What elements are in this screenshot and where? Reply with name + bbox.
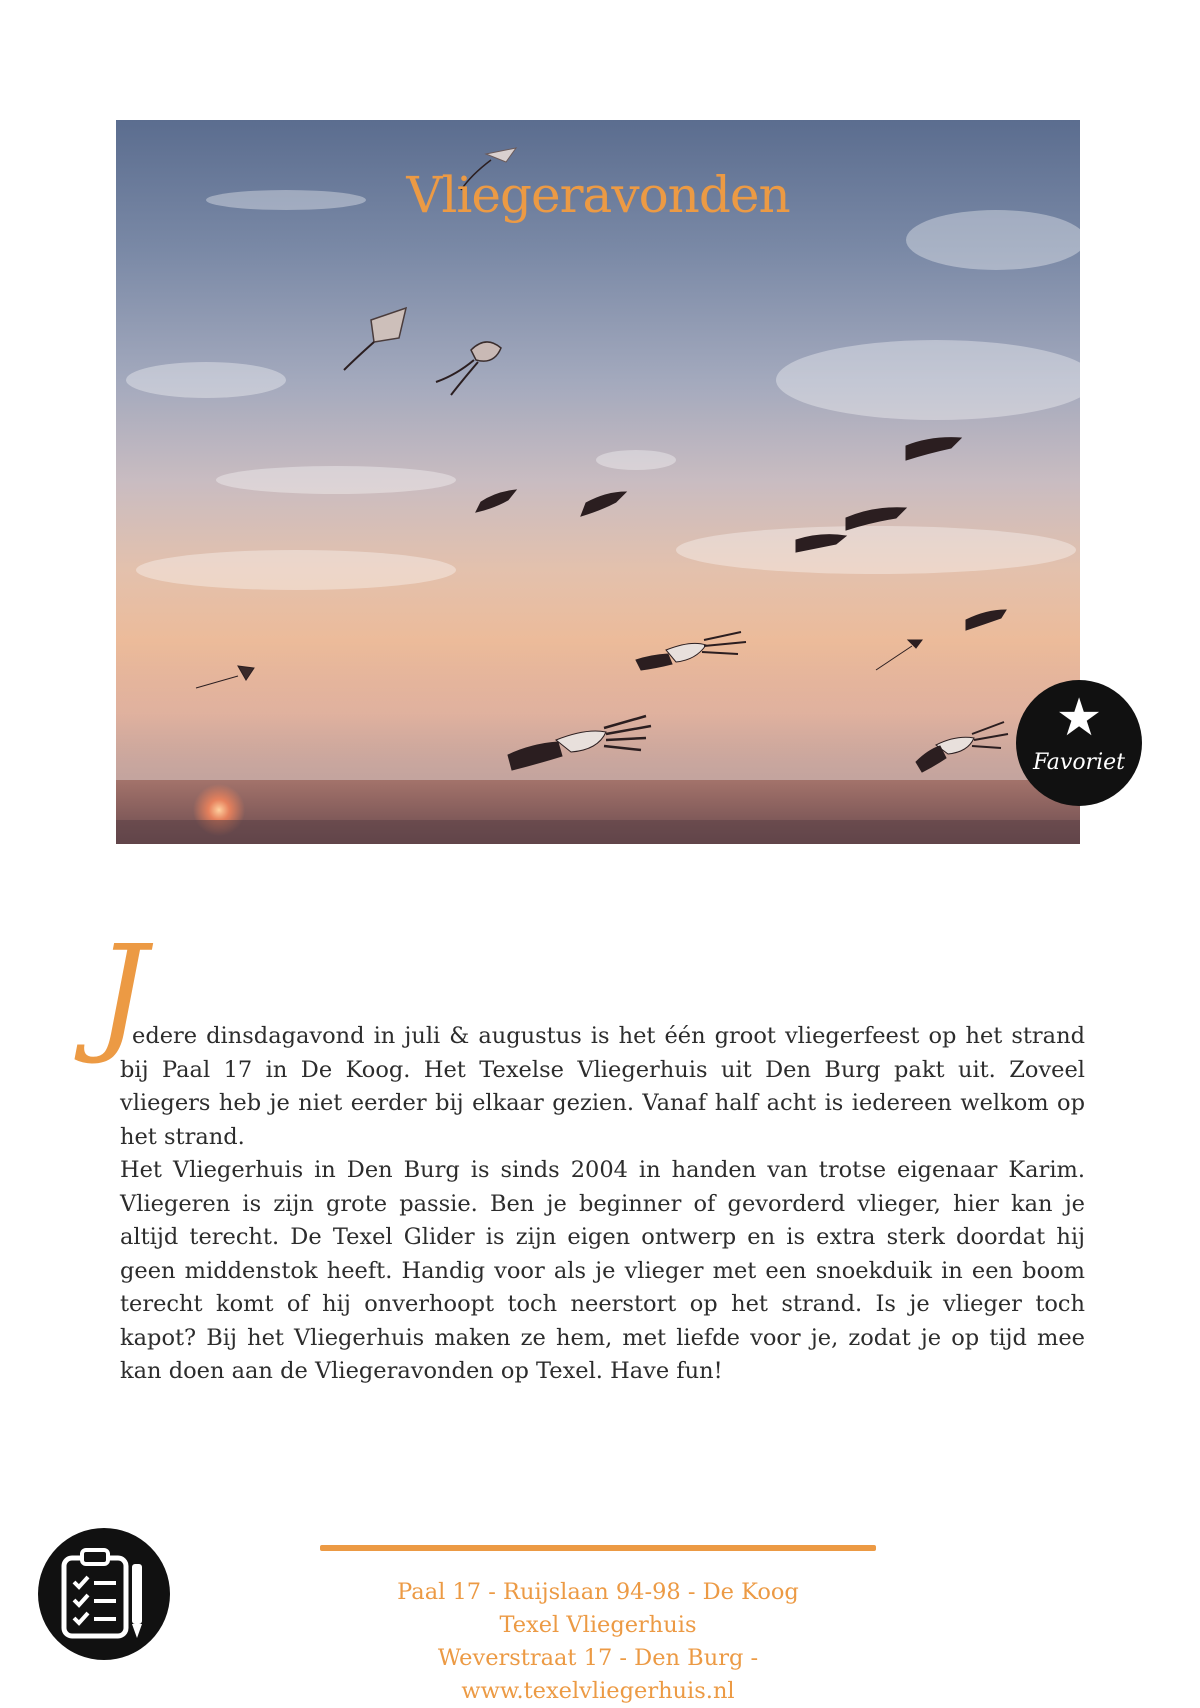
star-icon: ★ [1055,688,1103,748]
kites-sunset-illustration [116,120,1080,844]
footer-address [300,1576,896,1708]
hero-photo [116,120,1080,844]
favorite-label: Favoriet [1033,750,1125,775]
favorite-badge [1016,680,1142,806]
page-title: Vliegeravonden [406,166,790,224]
footer-line-website[interactable]: Weverstraat 17 - Den Burg - www.texelvliegerhuis.nl [437,1645,759,1704]
clipboard-checklist-icon-graphic [58,1544,150,1644]
dropcap: J [96,919,148,1068]
intro-paragraph: edere dinsdagavond in juli & augustus is het één groot vliegerfeest op het strand bij Paal 17 in De Koog. Het Texelse Vliegerhuis uit Den Burg pakt uit. Zoveel vliegers heb je niet eerder bij elkaar gezien. Vanaf half acht is iedereen welkom op het strand. [120,1023,1085,1150]
footer-line-name: Texel Vliegerhuis [499,1612,697,1638]
body-paragraph: Het Vliegerhuis in Den Burg is sinds 2004 in handen van trotse eigenaar Karim. Vliegeren is zijn grote passie. Ben je beginner of gevorderd vlieger, hier kan je altijd terecht. De Texel Glider is zijn eigen ontwerp en is extra sterk doordat hij geen middenstok heeft. Handig voor als je vlieger met een snoekduik in een boom terecht komt of hij onverhoopt toch neerstort op het strand. Is je vlieger toch kapot? Bij het Vliegerhuis maken ze hem, met liefde voor je, zodat je op tijd mee kan doen aan de Vliegeravonden op Texel. Have fun! [120,1157,1085,1384]
footer-divider [320,1545,876,1551]
footer-line-location: Paal 17 - Ruijslaan 94-98 - De Koog [397,1579,799,1605]
clipboard-checklist-icon [38,1528,170,1660]
